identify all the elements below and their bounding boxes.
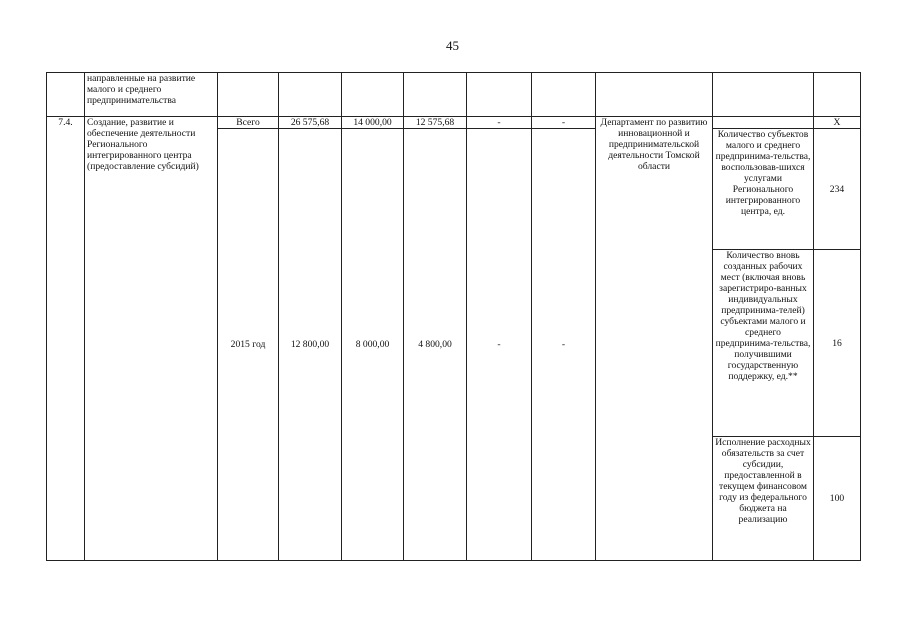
cell-local-total: -	[467, 117, 532, 129]
cell-sum-total: 26 575,68	[279, 117, 342, 129]
cell-sum-year: 12 800,00	[279, 129, 342, 561]
cell-other-total: -	[532, 117, 596, 129]
cell-num	[47, 73, 85, 117]
cell-indicator-value: 234	[814, 129, 861, 250]
table-row-continuation	[47, 73, 861, 117]
cell-regional-total: 12 575,68	[404, 117, 467, 129]
cell-indicator-value: 16	[814, 250, 861, 437]
cell-indicator-name: Количество вновь созданных рабочих мест (включая вновь зарегистриро-ванных индивидуальных предпринима-телей) субъектами малого и среднего предпринима-тельства, получившими государственную поддержку, ед.**	[713, 250, 814, 437]
cell-indicator-empty	[713, 117, 814, 129]
cell-federal-total: 14 000,00	[342, 117, 404, 129]
cell-federal-year: 8 000,00	[342, 129, 404, 561]
cell-activity-name-continuation: направленные на развитие малого и среднего предпринимательства	[85, 73, 218, 117]
cell-indicator-name: Количество субъектов малого и среднего предпринима-тельства, воспользовав-шихся услугами Регионального интегрированного центра, ед.	[713, 129, 814, 250]
cell-local-year: -	[467, 129, 532, 561]
cell-indicator-value: 100	[814, 437, 861, 561]
cell-regional-year: 4 800,00	[404, 129, 467, 561]
cell-period-year: 2015 год	[218, 129, 279, 561]
cell-empty	[814, 73, 861, 117]
cell-period-total: Всего	[218, 117, 279, 129]
cell-empty	[218, 73, 279, 117]
table-row-total	[47, 117, 861, 129]
cell-indicator-value-total: Х	[814, 117, 861, 129]
cell-empty	[404, 73, 467, 117]
cell-other-year: -	[532, 129, 596, 561]
cell-empty	[279, 73, 342, 117]
cell-empty	[342, 73, 404, 117]
page-number: 45	[446, 38, 459, 53]
program-activities-table	[46, 72, 861, 561]
cell-empty	[596, 73, 713, 117]
cell-executor: Департамент по развитию инновационной и предпринимательской деятельности Томской области	[596, 117, 713, 561]
cell-indicator-name: Исполнение расходных обязательств за счет субсидии, предоставленной в текущем финансовом году из федерального бюджета на реализацию	[713, 437, 814, 561]
cell-empty	[467, 73, 532, 117]
cell-item-number: 7.4.	[47, 117, 85, 561]
cell-empty	[532, 73, 596, 117]
cell-activity-name: Создание, развитие и обеспечение деятельности Регионального интегрированного центра (предоставление субсидий)	[85, 117, 218, 561]
cell-empty	[713, 73, 814, 117]
